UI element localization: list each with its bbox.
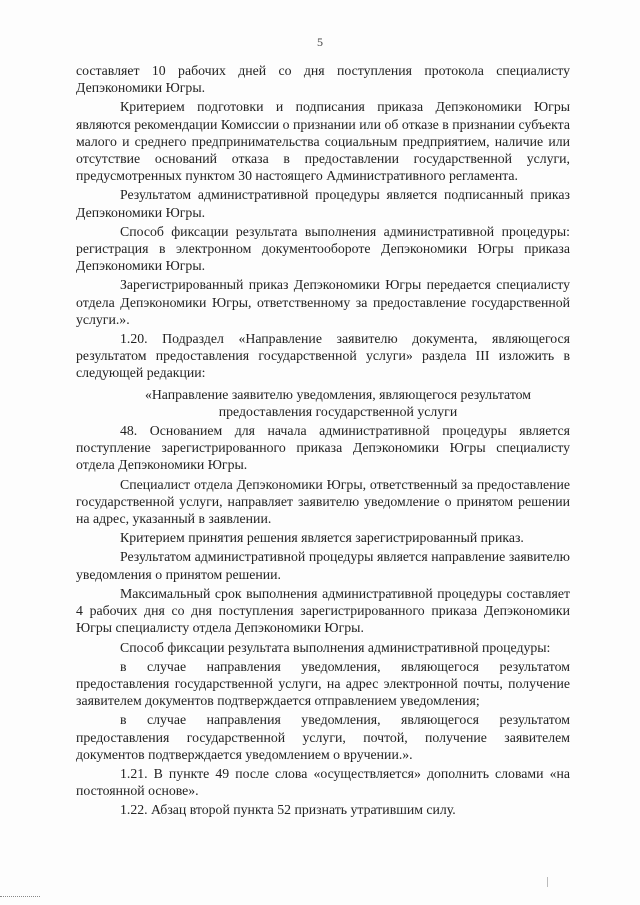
paragraph: Критерием принятия решения является зарегистрированный приказ. bbox=[120, 530, 524, 546]
paragraph: 1.20. Подраздел «Направление заявителю документа, являющегося результатом предоставления государственной услуги» раздела III изложить в следующей редакции: bbox=[76, 331, 570, 381]
paragraph: Способ фиксации результата выполнения административной процедуры: bbox=[120, 639, 551, 655]
paragraph: Максимальный срок выполнения административной процедуры составляет 4 рабочих дня со дня поступления зарегистрированного приказа Депэкономики Югры специалисту отдела Депэкономики Югры. bbox=[76, 585, 570, 636]
page-number: 5 bbox=[317, 35, 323, 49]
paragraph: 48. Основанием для начала административной процедуры является поступление зарегистрированного приказа Депэкономики Югры специалисту отдела Депэкономики Югры. bbox=[76, 423, 570, 473]
paragraph: Результатом административной процедуры является направление заявителю уведомления о принятом решении. bbox=[76, 549, 570, 582]
section-heading: «Направление заявителю уведомления, являющегося результатом предоставления государственной услуги bbox=[144, 386, 532, 419]
document-body bbox=[76, 62, 570, 821]
paragraph: в случае направления уведомления, являющегося результатом предоставления государственной услуги, на адрес электронной почты, получение заявителем документов подтверждается отправлением уведомления; bbox=[76, 658, 570, 709]
paragraph: Критерием подготовки и подписания приказа Депэкономики Югры являются рекомендации Комиссии о признании или об отказе в признании субъекта малого и среднего предпринимательства социальным предприятием, наличие или отсутствие оснований отказа в предоставлении государственной услуги, предусмотренных пунктом 30 настоящего Административного регламента. bbox=[76, 99, 570, 184]
paragraph: Способ фиксации результата выполнения административной процедуры: регистрация в электронном документообороте Депэкономики Югры приказа Депэкономики Югры. bbox=[76, 223, 570, 274]
paragraph: в случае направления уведомления, являющегося результатом предоставления государственной услуги, почтой, получение заявителем документов подтверждается уведомлением о вручении.». bbox=[76, 712, 570, 762]
paragraph: Зарегистрированный приказ Депэкономики Югры передается специалисту отдела Депэкономики Югры, ответственному за предоставление государственной услуги.». bbox=[76, 277, 570, 327]
paragraph: составляет 10 рабочих дней со дня поступления протокола специалисту Депэкономики Югры. bbox=[76, 63, 570, 96]
paragraph: 1.21. В пункте 49 после слова «осуществляется» дополнить словами «на постоянной основе». bbox=[76, 765, 570, 799]
paragraph: Специалист отдела Депэкономики Югры, ответственный за предоставление государственной услуги, направляет заявителю уведомление о принятом решении на адрес, указанный в заявлении. bbox=[76, 476, 570, 527]
scan-artifact bbox=[547, 877, 548, 887]
scan-artifact bbox=[0, 896, 40, 899]
paragraph: Результатом административной процедуры является подписанный приказ Депэкономики Югры. bbox=[76, 187, 570, 220]
paragraph: 1.22. Абзац второй пункта 52 признать утратившим силу. bbox=[120, 802, 456, 818]
